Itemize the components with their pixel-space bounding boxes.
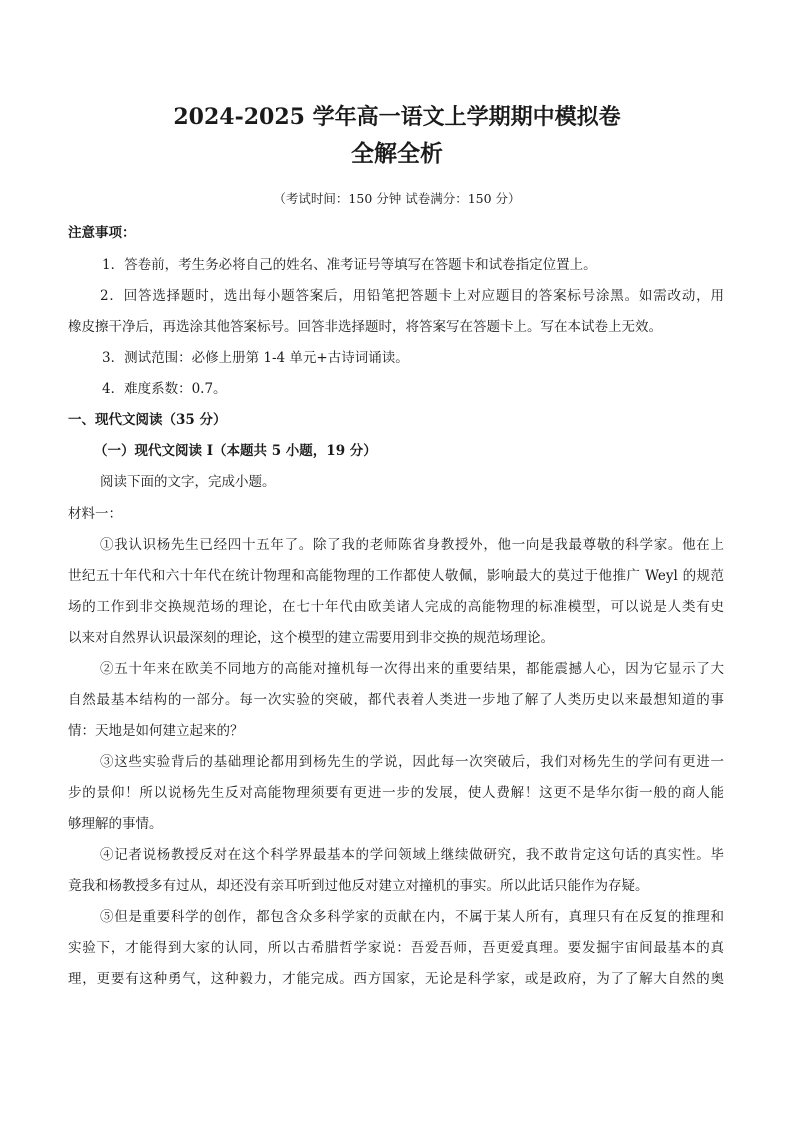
passage-line: ④记者说杨教授反对在这个科学界最基本的学问领域上继续做研究，我不敢肯定这句话的真实性。毕 <box>100 847 724 863</box>
passage-line: ③这些实验背后的基础理论都用到杨先生的学说，因此每一次突破后，我们对杨先生的学问有更进一 <box>100 754 724 770</box>
section-subheading: （一）现代文阅读 I（本题共 5 小题，19 分） <box>94 443 377 459</box>
passage-line: 场的工作到非交换规范场的理论，在七十年代由欧美诸人完成的高能物理的标准模型，可以说是人类有史 <box>68 599 724 615</box>
note-item: 4．难度系数：0.7。 <box>102 381 227 397</box>
passage-line: 实验下，才能得到大家的认同，所以古希腊哲学家说：吾爱吾师，吾更爱真理。要发掘宇宙间最基本的真 <box>68 940 724 956</box>
passage-line: 世纪五十年代和六十年代在统计物理和高能物理的工作都使人敬佩，影响最大的莫过于他推广 Weyl 的规范 <box>68 568 724 584</box>
page-title: 2024-2025 学年高一语文上学期期中模拟卷 <box>173 104 621 130</box>
note-item: 2．回答选择题时，选出每小题答案后，用铅笔把答题卡上对应题目的答案标号涂黑。如需改动，用 <box>100 288 724 304</box>
passage-line: 步的景仰！所以说杨先生反对高能物理须要有更进一步的发展，使人费解！这更不是华尔街一般的商人能 <box>68 785 724 801</box>
passage-line: ①我认识杨先生已经四十五年了。除了我的老师陈省身教授外，他一向是我最尊敬的科学家。他在上 <box>100 537 724 553</box>
page-subtitle: 全解全析 <box>351 140 443 167</box>
note-item: 1．答卷前，考生务必将自己的姓名、准考证号等填写在答题卡和试卷指定位置上。 <box>102 257 597 273</box>
passage-line: 情：天地是如何建立起来的？ <box>68 723 244 739</box>
passage-line: ②五十年来在欧美不同地方的高能对撞机每一次得出来的重要结果，都能震撼人心，因为它显示了大 <box>100 661 724 677</box>
section-heading: 一、现代文阅读（35 分） <box>68 412 227 428</box>
passage-line: 自然最基本结构的一部分。每一次实验的突破，都代表着人类进一步地了解了人类历史以来最想知道的事 <box>68 692 724 708</box>
material-label: 材料一： <box>68 506 122 522</box>
note-item: 橡皮擦干净后，再选涂其他答案标号。回答非选择题时，将答案写在答题卡上。写在本试卷上无效。 <box>68 319 662 335</box>
reading-instruction: 阅读下面的文字，完成小题。 <box>100 474 276 490</box>
passage-line: 理，更要有这种勇气，这种毅力，才能完成。西方国家，无论是科学家，或是政府，为了了解大自然的奥 <box>68 971 724 987</box>
exam-info: （考试时间：150 分钟 试卷满分：150 分） <box>273 191 521 206</box>
passage-line: 以来对自然界认识最深刻的理论，这个模型的建立需要用到非交换的规范场理论。 <box>68 630 554 646</box>
passage-line: 竟我和杨教授多有过从，却还没有亲耳听到过他反对建立对撞机的事实。所以此话只能作为存疑。 <box>68 878 649 894</box>
passage-line: ⑤但是重要科学的创作，都包含众多科学家的贡献在内，不属于某人所有，真理只有在反复的推理和 <box>100 909 724 925</box>
passage-line: 够理解的事情。 <box>68 816 163 832</box>
notes-heading: 注意事项： <box>68 225 136 241</box>
note-item: 3．测试范围：必修上册第 1-4 单元+古诗词诵读。 <box>102 350 409 366</box>
